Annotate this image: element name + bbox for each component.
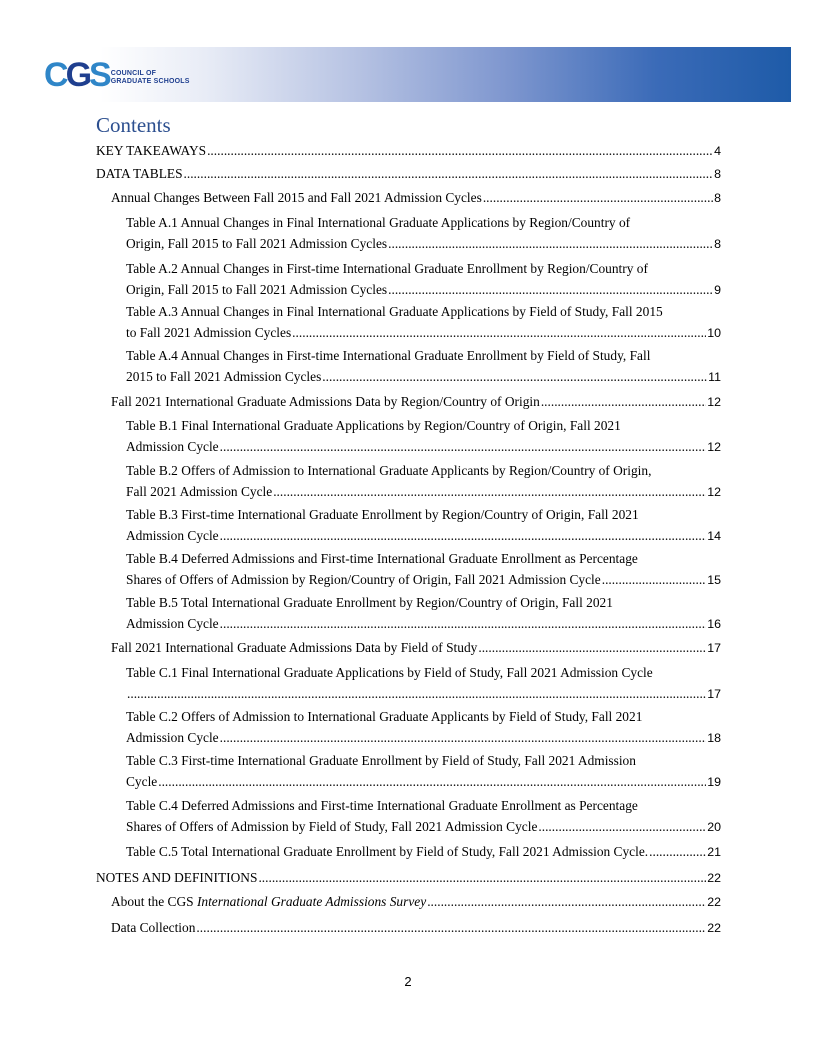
toc-entry-table-c1[interactable]: Table C.1 Final International Graduate Applications by Field of Study, Fall 2021 Admission Cycle ..... 17 (126, 662, 721, 705)
toc-entry-key-takeaways[interactable]: KEY TAKEAWAYS ..... 4 (96, 140, 721, 162)
toc-entry-notes-definitions[interactable]: NOTES AND DEFINITIONS ..... 22 (96, 867, 721, 889)
toc-entry-table-c5[interactable]: Table C.5 Total International Graduate Enrollment by Field of Study, Fall 2021 Admission Cycle. ..... 21 (126, 841, 721, 863)
toc-entry-table-b1[interactable]: Table B.1 Final International Graduate Applications by Region/Country of Origin, Fall 2021 Admission Cycle ..... 12 (126, 415, 721, 458)
toc-entry-table-a1[interactable]: Table A.1 Annual Changes in Final International Graduate Applications by Region/Country of Origin, Fall 2015 to Fall 2021 Admission Cycles ..... 8 (126, 212, 721, 255)
toc-entry-region-country[interactable]: Fall 2021 International Graduate Admissions Data by Region/Country of Origin ..... 12 (111, 391, 721, 413)
page-number: 2 (404, 974, 412, 989)
cgs-logo-text: COUNCIL OF GRADUATE SCHOOLS (110, 70, 190, 85)
toc-entry-table-b3[interactable]: Table B.3 First-time International Graduate Enrollment by Region/Country of Origin, Fall 2021 Admission Cycle ..... 14 (126, 504, 721, 547)
toc-entry-data-tables[interactable]: DATA TABLES ..... 8 (96, 163, 721, 185)
cgs-logo-mark: CGS (44, 56, 109, 94)
toc-entry-data-collection[interactable]: Data Collection ..... 22 (111, 917, 721, 939)
toc-entry-table-a3[interactable]: Table A.3 Annual Changes in Final International Graduate Applications by Field of Study, Fall 2015 to Fall 2021 Admission Cycles ..... 10 (126, 301, 721, 344)
cgs-logo (44, 58, 190, 92)
toc-entry-about-survey[interactable]: About the CGS International Graduate Admissions Survey ..... 22 (111, 891, 721, 913)
toc-entry-table-c4[interactable]: Table C.4 Deferred Admissions and First-time International Graduate Enrollment as Percentage Shares of Offers of Admission by Field of Study, Fall 2021 Admission Cycle ..... 20 (126, 795, 721, 838)
contents-title: Contents (96, 113, 171, 137)
toc-entry-table-b2[interactable]: Table B.2 Offers of Admission to International Graduate Applicants by Region/Country of Origin, Fall 2021 Admission Cycle ..... 12 (126, 460, 721, 503)
toc-entry-table-a2[interactable]: Table A.2 Annual Changes in First-time International Graduate Enrollment by Region/Country of Origin, Fall 2015 to Fall 2021 Admission Cycles ..... 9 (126, 258, 721, 301)
toc-entry-table-c3[interactable]: Table C.3 First-time International Graduate Enrollment by Field of Study, Fall 2021 Admission Cycle ..... 19 (126, 750, 721, 793)
toc-entry-table-a4[interactable]: Table A.4 Annual Changes in First-time International Graduate Enrollment by Field of Study, Fall 2015 to Fall 2021 Admission Cycles ..... 11 (126, 345, 721, 388)
toc-entry-table-c2[interactable]: Table C.2 Offers of Admission to International Graduate Applicants by Field of Study, Fall 2021 Admission Cycle ..... 18 (126, 706, 721, 749)
toc-entry-field-of-study[interactable]: Fall 2021 International Graduate Admissions Data by Field of Study ..... 17 (111, 637, 721, 659)
toc-entry-annual-changes[interactable]: Annual Changes Between Fall 2015 and Fall 2021 Admission Cycles ..... 8 (111, 187, 721, 209)
toc-entry-table-b5[interactable]: Table B.5 Total International Graduate Enrollment by Region/Country of Origin, Fall 2021 Admission Cycle ..... 16 (126, 592, 721, 635)
toc-entry-table-b4[interactable]: Table B.4 Deferred Admissions and First-time International Graduate Enrollment as Percentage Shares of Offers of Admission by Region/Country of Origin, Fall 2021 Admission Cycle ..... 15 (126, 548, 721, 591)
